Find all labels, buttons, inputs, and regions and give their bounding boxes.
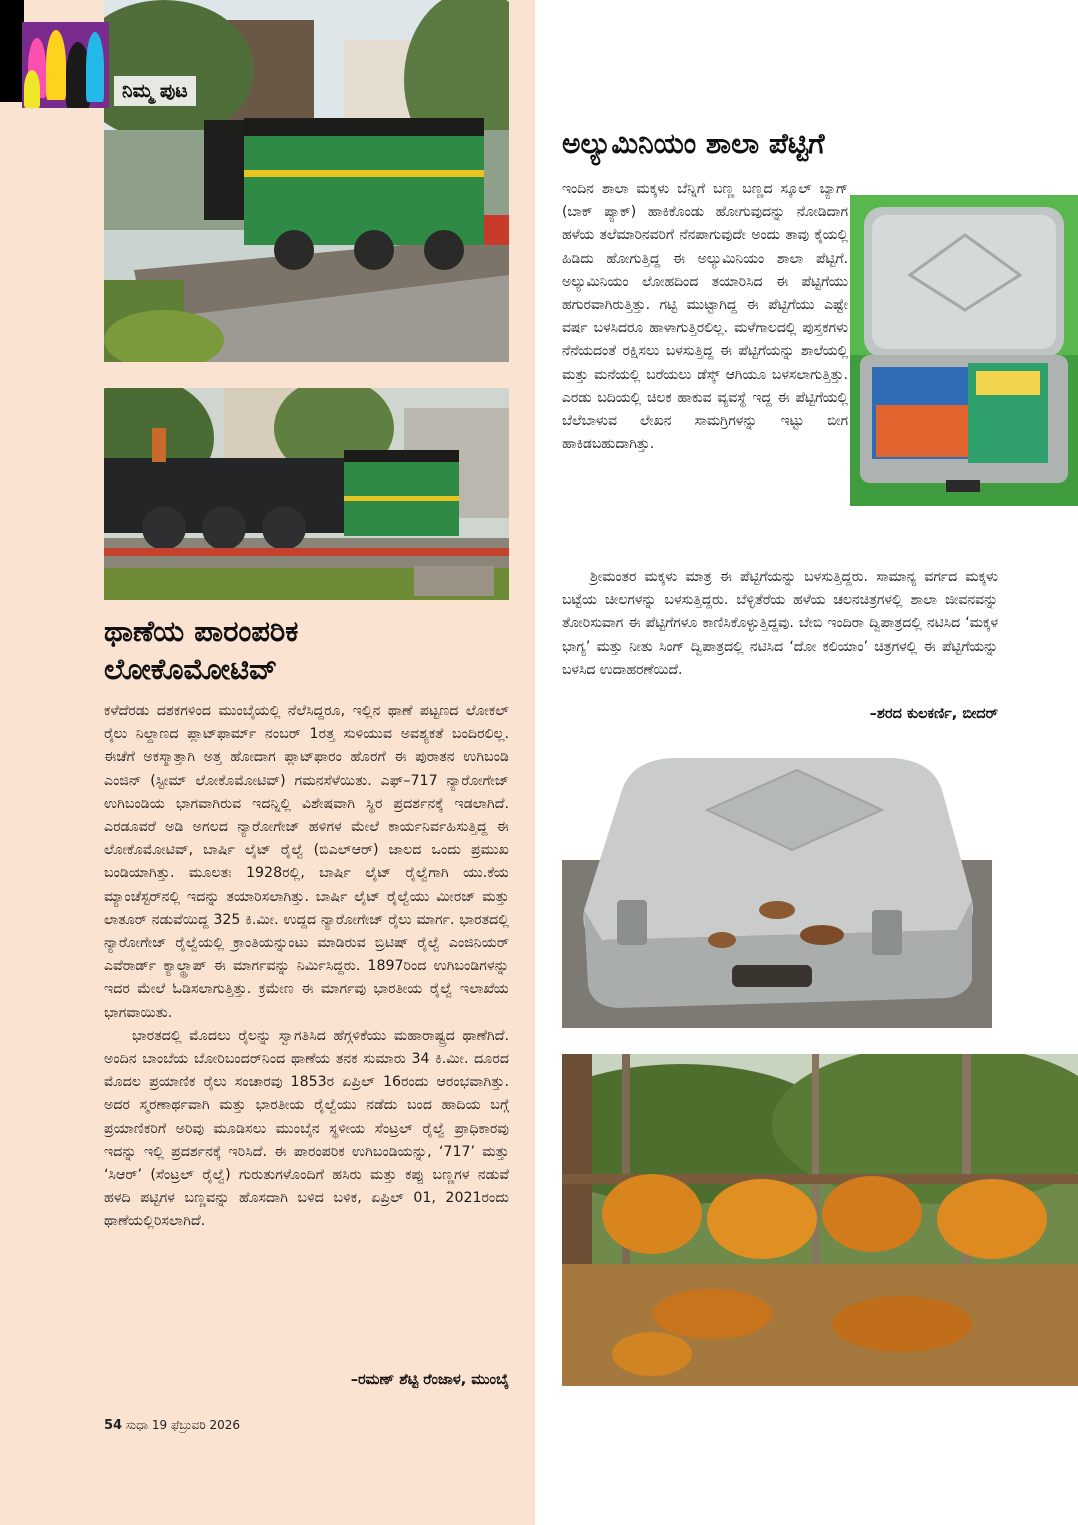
left-article-byline: –ರಮಣ್ ಶೆಟ್ಟಿ ರೆಂಜಾಳ, ಮುಂಬೈ <box>350 1372 509 1388</box>
right-article-paragraph-2: ಶ್ರೀಮಂತರ ಮಕ್ಕಳು ಮಾತ್ರ ಈ ಪೆಟ್ಟಿಗೆಯನ್ನು ಬಳಸುತ್ತಿದ್ದರು. ಸಾಮಾನ್ಯ ವರ್ಗದ ಮಕ್ಕಳು ಬಟ್ಟೆಯ ಚೀಲಗಳನ್ನು ಬಳಸುತ್ತಿದ್ದರು. ಬೆಳ್ಳಿತೆರೆಯ ಹಳೆಯ ಚಲನಚಿತ್ರಗಳಲ್ಲಿ ಶಾಲಾ ಜೀವನವನ್ನು ತೋರಿಸುವಾಗ ಈ ಪೆಟ್ಟಿಗೆಗಳೂ ಕಾಣಿಸಿಕೊಳ್ಳುತ್ತಿದ್ದವು. ಬೇಬಿ ಇಂದಿರಾ ದ್ವಿಪಾತ್ರದಲ್ಲಿ ನಟಿಸಿದ ‘ಮಕ್ಕಳ ಭಾಗ್ಯ’ ಮತ್ತು ನೀತು ಸಿಂಗ್ ದ್ವಿಪಾತ್ರದಲ್ಲಿ ನಟಿಸಿದ ‘ದೋ ಕಲಿಯಾಂ’ ಚಿತ್ರಗಳಲ್ಲಿ ಈ ಪೆಟ್ಟಿಗೆಯನ್ನು ಬಳಸಿದ ಉದಾಹರಣೆಯಿದೆ. <box>562 569 998 678</box>
left-article-title-line1: ಥಾಣೆಯ ಪಾರಂಪರಿಕ <box>104 614 299 648</box>
right-article-byline: –ಶರದ ಕುಲಕರ್ಣಿ, ಬೀದರ್ <box>869 706 998 722</box>
left-article-paragraph-2: ಭಾರತದಲ್ಲಿ ಮೊದಲು ರೈಲನ್ನು ಸ್ವಾಗತಿಸಿದ ಹೆಗ್ಗಳಿಕೆಯು ಮಹಾರಾಷ್ಟ್ರದ ಥಾಣೆಗಿದೆ. ಅಂದಿನ ಬಾಂಬೆಯ ಬೋರಿಬಂದರ್‌ನಿಂದ ಥಾಣೆಯ ತನಕ ಸುಮಾರು 34 ಕಿ.ಮೀ. ದೂರದ ಮೊದಲ ಪ್ರಯಾಣಿಕ ರೈಲು ಸಂಚಾರವು 1853ರ ಏಪ್ರಿಲ್ 16ರಂದು ಆರಂಭವಾಗಿತ್ತು. ಅದರ ಸ್ಮರಣಾರ್ಥವಾಗಿ ಮತ್ತು ಭಾರತೀಯ ರೈಲ್ವೆಯು ನಡೆದು ಬಂದ ಹಾದಿಯ ಬಗ್ಗೆ ಪ್ರಯಾಣಿಕರಿಗೆ ಅರಿವು ಮೂಡಿಸಲು ಮುಂಬೈನ ಸ್ಥಳೀಯ ಸೆಂಟ್ರಲ್ ರೈಲ್ವೆ ಪ್ರಾಧಿಕಾರವು ಇದನ್ನು ಇಲ್ಲಿ ಪ್ರದರ್ಶನಕ್ಕೆ ಇರಿಸಿದೆ. ಈ ಪಾರಂಪರಿಕ ಉಗಿಬಂಡಿಯನ್ನು, ‘717’ ಮತ್ತು ‘ಸಿಆರ್’ (ಸೆಂಟ್ರಲ್ ರೈಲ್ವೆ) ಗುರುತುಗಳೊಂದಿಗೆ ಹಸಿರು ಮತ್ತು ಕಪ್ಪು ಬಣ್ಣಗಳ ನಡುವೆ ಹಳದಿ ಪಟ್ಟಿಗಳ ಬಣ್ಣವನ್ನು ಹೊಸದಾಗಿ ಬಳಿದ ಬಳಿಕ, ಏಪ್ರಿಲ್ 01, 2021ರಂದು ಥಾಣೆಯಲ್ಲಿರಿಸಲಾಗಿದೆ. <box>104 1027 509 1230</box>
locomotive-photo-2 <box>104 388 509 600</box>
page-footer <box>104 1418 240 1433</box>
right-article-paragraph-1: ಇಂದಿನ ಶಾಲಾ ಮಕ್ಕಳು ಬೆನ್ನಿಗೆ ಬಣ್ಣ ಬಣ್ಣದ ಸ್ಕೂಲ್ ಬ್ಯಾಗ್ (ಬಾಕ್ ಪ್ಯಾಕ್) ಹಾಕಿಕೊಂಡು ಹೋಗುವುದನ್ನು ನೋಡಿದಾಗ ಹಳೆಯ ತಲೆಮಾರಿನವರಿಗೆ ನೆನಪಾಗುವುದೇ ಅಂದು ತಾವು ಕೈಯಲ್ಲಿ ಹಿಡಿದು ಹೋಗುತ್ತಿದ್ದ ಈ ಅಲ್ಯುಮಿನಿಯಂ ಶಾಲಾ ಪೆಟ್ಟಿಗೆ. ಅಲ್ಯುಮಿನಿಯಂ ಲೋಹದಿಂದ ತಯಾರಿಸಿದ ಈ ಪೆಟ್ಟಿಗೆಯು ಹಗುರವಾಗಿರುತ್ತಿತ್ತು. ಗಟ್ಟಿ ಮುಟ್ಟಾಗಿದ್ದ ಈ ಪೆಟ್ಟಿಗೆಯು ಎಷ್ಟೇ ವರ್ಷ ಬಳಸಿದರೂ ಹಾಳಾಗುತ್ತಿರಲಿಲ್ಲ. ಮಳೆಗಾಲದಲ್ಲಿ ಪುಸ್ತಕಗಳು ನೆನೆಯದಂತೆ ರಕ್ಷಿಸಲು ಬಳಸುತ್ತಿದ್ದ ಈ ಪೆಟ್ಟಿಗೆಯನ್ನು ಶಾಲೆಯಲ್ಲಿ ಮತ್ತು ಮನೆಯಲ್ಲಿ ಬರೆಯಲು ಡೆಸ್ಕ್ ಆಗಿಯೂ ಬಳಸಲಾಗುತ್ತಿತ್ತು. ಎರಡು ಬದಿಯಲ್ಲಿ ಚಿಲಕ ಹಾಕುವ ವ್ಯವಸ್ಥೆ ಇದ್ದ ಈ ಪೆಟ್ಟಿಗೆಯಲ್ಲಿ ಬೆಲೆಬಾಳುವ ಲೇಖನ ಸಾಮಗ್ರಿಗಳನ್ನು ಇಟ್ಟು ಬೀಗ ಹಾಕಿಡಬಹುದಾಗಿತ್ತು. <box>562 181 848 453</box>
open-box-photo <box>850 195 1078 506</box>
locomotive-photo-1 <box>104 0 509 362</box>
footer-publication: ಸುಧಾ 19 ಫೆಬ್ರುವರಿ 2026 <box>125 1418 241 1432</box>
closed-box-photo <box>562 750 992 1028</box>
left-article-body <box>104 700 509 1234</box>
left-article-title <box>104 612 524 688</box>
right-article-title: ಅಲ್ಯುಮಿನಿಯಂ ಶಾಲಾ ಪೆಟ್ಟಿಗೆ <box>562 127 825 160</box>
left-article-paragraph-1: ಕಳೆದೆರಡು ದಶಕಗಳಿಂದ ಮುಂಬೈಯಲ್ಲಿ ನೆಲೆಸಿದ್ದರೂ, ಇಲ್ಲಿನ ಥಾಣೆ ಪಟ್ಟಣದ ಲೋಕಲ್ ರೈಲು ನಿಲ್ದಾಣದ ಪ್ಲಾಟ್‌ಫಾರ್ಮ್ ನಂಬರ್ 1ರತ್ತ ಸುಳಿಯುವ ಅವಶ್ಯಕತೆ ಬಂದಿರಲಿಲ್ಲ. ಈಚೆಗೆ ಅಕಸ್ಮಾತ್ತಾಗಿ ಅತ್ತ ಹೋದಾಗ ಪ್ಲಾಟ್‌ಫಾರಂ ಹೊರಗೆ ಈ ಪುರಾತನ ಉಗಿಬಂಡಿ ಎಂಜಿನ್ (ಸ್ಟೀಮ್ ಲೋಕೊಮೋಟಿವ್) ಗಮನಸೆಳೆಯಿತು. ಎಫ್–717 ನ್ಯಾರೋಗೇಜ್ ಉಗಿಬಂಡಿಯ ಭಾಗವಾಗಿರುವ ಇದನ್ನಿಲ್ಲಿ ವಿಶೇಷವಾಗಿ ಸ್ಥಿರ ಪ್ರದರ್ಶನಕ್ಕೆ ಇಡಲಾಗಿದೆ. ಎರಡೂವರೆ ಅಡಿ ಅಗಲದ ನ್ಯಾರೋಗೇಜ್ ಹಳಿಗಳ ಮೇಲೆ ಕಾರ್ಯನಿರ್ವಹಿಸುತ್ತಿದ್ದ ಈ ಲೋಕೊಮೋಟಿವ್, ಬಾರ್ಷಿ ಲೈಟ್ ರೈಲ್ವೆ (ಬಿಎಲ್‌ಆರ್) ಜಾಲದ ಒಂದು ಪ್ರಮುಖ ಬಂಡಿಯಾಗಿತ್ತು. ಮೂಲತಃ 1928ರಲ್ಲಿ, ಬಾರ್ಷಿ ಲೈಟ್ ರೈಲ್ವೆಗಾಗಿ ಯು.ಕೆಯ ಮ್ಯಾಂಚೆಸ್ಟರ್‌ನಲ್ಲಿ ಇದನ್ನು ತಯಾರಿಸಲಾಗಿತ್ತು. ಬಾರ್ಷಿ ಲೈಟ್ ರೈಲ್ವೆಯು ಮೀರಜ್ ಮತ್ತು ಲಾತೂರ್ ನಡುವೆಯಿದ್ದ 325 ಕಿ.ಮೀ. ಉದ್ದದ ನ್ಯಾರೋಗೇಜ್ ರೈಲು ಮಾರ್ಗ. ಭಾರತದಲ್ಲಿ ನ್ಯಾರೋಗೇಜ್ ರೈಲ್ವೆಯಲ್ಲಿ ಕ್ರಾಂತಿಯನ್ನುಂಟು ಮಾಡಿರುವ ಬ್ರಿಟಿಷ್ ರೈಲ್ವೆ ಎಂಜಿನಿಯರ್ ಎವೆರಾರ್ಡ್ ಕ್ಯಾಲ್ಥ್ರಾಪ್ ಈ ಮಾರ್ಗವನ್ನು ನಿರ್ಮಿಸಿದ್ದರು. 1897ರಿಂದ ಉಗಿಬಂಡಿಗಳನ್ನು ಇದರ ಮೇಲೆ ಓಡಿಸಲಾಗುತ್ತಿತ್ತು. ಕ್ರಮೇಣ ಈ ಮಾರ್ಗವು ಭಾರತೀಯ ರೈಲ್ವೆ ಇಲಾಖೆಯ ಭಾಗವಾಯಿತು. <box>104 703 509 1021</box>
right-article-body <box>562 178 848 562</box>
section-logo <box>22 22 109 108</box>
section-label: ನಿಮ್ಮ ಪುಟ <box>114 76 196 106</box>
right-article-body-2 <box>562 566 998 682</box>
areca-nut-photo <box>562 1054 1078 1386</box>
corner-bar <box>0 0 24 102</box>
page-number: 54 <box>104 1418 123 1433</box>
left-article-title-line2: ಲೋಕೊಮೋಟಿವ್ <box>104 652 278 686</box>
